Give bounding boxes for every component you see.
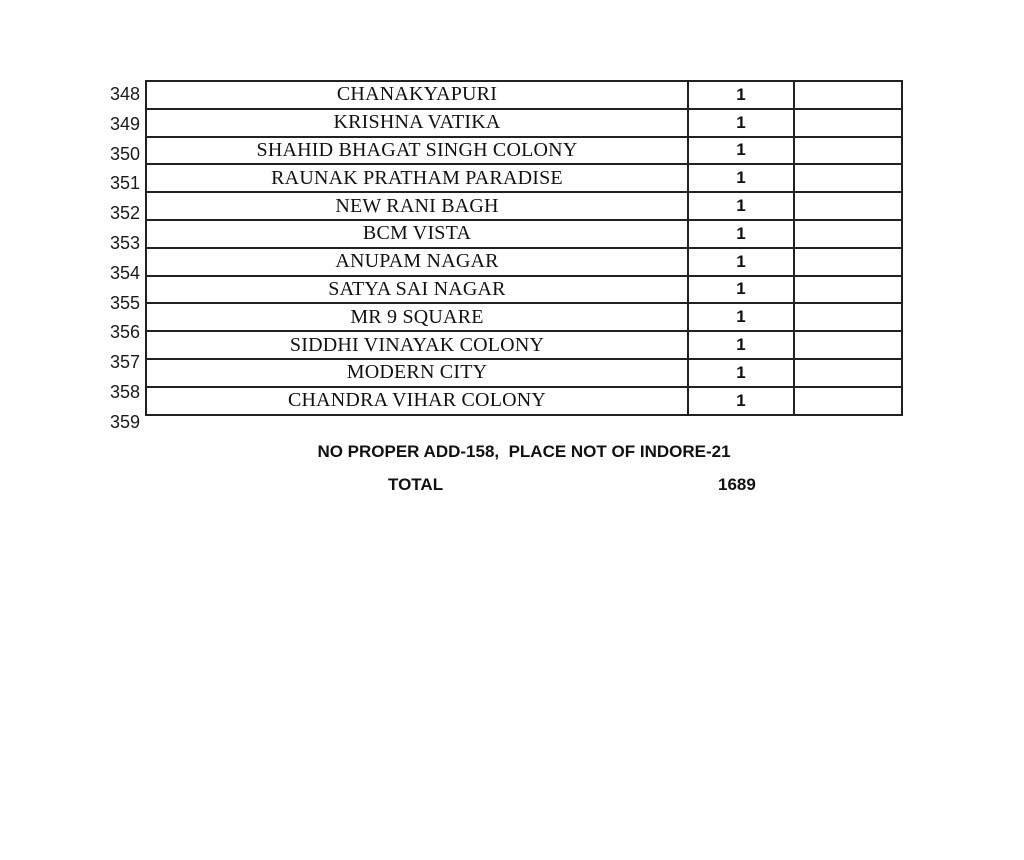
total-value: 1689: [718, 475, 756, 494]
table-row: [146, 109, 902, 137]
count-cell: 1: [688, 248, 794, 276]
empty-cell: [794, 137, 902, 165]
count-cell: 1: [688, 359, 794, 387]
serial-number: 351: [109, 173, 140, 194]
colony-name-cell: MODERN CITY: [146, 359, 688, 387]
count-cell: 1: [688, 192, 794, 220]
count-cell: 1: [688, 387, 794, 415]
table-row: [146, 248, 902, 276]
count-cell: 1: [688, 109, 794, 137]
total-label: TOTAL: [388, 475, 444, 494]
empty-cell: [794, 303, 902, 331]
colony-name-cell: CHANAKYAPURI: [146, 81, 688, 109]
colony-name-cell: KRISHNA VATIKA: [146, 109, 688, 137]
empty-cell: [794, 164, 902, 192]
colony-name-cell: NEW RANI BAGH: [146, 192, 688, 220]
empty-cell: [794, 387, 902, 415]
empty-cell: [794, 192, 902, 220]
empty-cell: [794, 359, 902, 387]
colony-count-table: [145, 80, 903, 416]
serial-number: 356: [109, 322, 140, 343]
colony-name-cell: CHANDRA VIHAR COLONY: [146, 387, 688, 415]
footnote: NO PROPER ADD-158, PLACE NOT OF INDORE-21: [317, 442, 731, 461]
table-row: [146, 387, 902, 415]
table-row: [146, 81, 902, 109]
colony-name-cell: BCM VISTA: [146, 220, 688, 248]
serial-number: 355: [109, 292, 140, 313]
table-row: [146, 192, 902, 220]
table-row: [146, 220, 902, 248]
count-cell: 1: [688, 164, 794, 192]
serial-number: 358: [109, 381, 140, 402]
empty-cell: [794, 109, 902, 137]
colony-name-cell: MR 9 SQUARE: [146, 303, 688, 331]
colony-name-cell: RAUNAK PRATHAM PARADISE: [146, 164, 688, 192]
table-row: [146, 359, 902, 387]
count-cell: 1: [688, 276, 794, 304]
count-cell: 1: [688, 81, 794, 109]
serial-number: 349: [109, 113, 140, 134]
count-cell: 1: [688, 303, 794, 331]
count-cell: 1: [688, 220, 794, 248]
serial-number: 357: [109, 352, 140, 373]
table-row: [146, 137, 902, 165]
serial-number: 350: [109, 143, 140, 164]
table-row: [146, 164, 902, 192]
empty-cell: [794, 248, 902, 276]
empty-cell: [794, 331, 902, 359]
serial-number: 354: [109, 262, 140, 283]
serial-number: 353: [109, 232, 140, 253]
count-cell: 1: [688, 331, 794, 359]
count-cell: 1: [688, 137, 794, 165]
table-row: [146, 276, 902, 304]
empty-cell: [794, 220, 902, 248]
colony-name-cell: ANUPAM NAGAR: [146, 248, 688, 276]
serial-number-column: [96, 80, 144, 438]
colony-name-cell: SATYA SAI NAGAR: [146, 276, 688, 304]
serial-number: 352: [109, 203, 140, 224]
empty-cell: [794, 81, 902, 109]
colony-name-cell: SHAHID BHAGAT SINGH COLONY: [146, 137, 688, 165]
serial-number: 359: [109, 411, 140, 432]
colony-name-cell: SIDDHI VINAYAK COLONY: [146, 331, 688, 359]
table-row: [146, 303, 902, 331]
serial-number: 348: [109, 84, 140, 104]
empty-cell: [794, 276, 902, 304]
table-row: [146, 331, 902, 359]
